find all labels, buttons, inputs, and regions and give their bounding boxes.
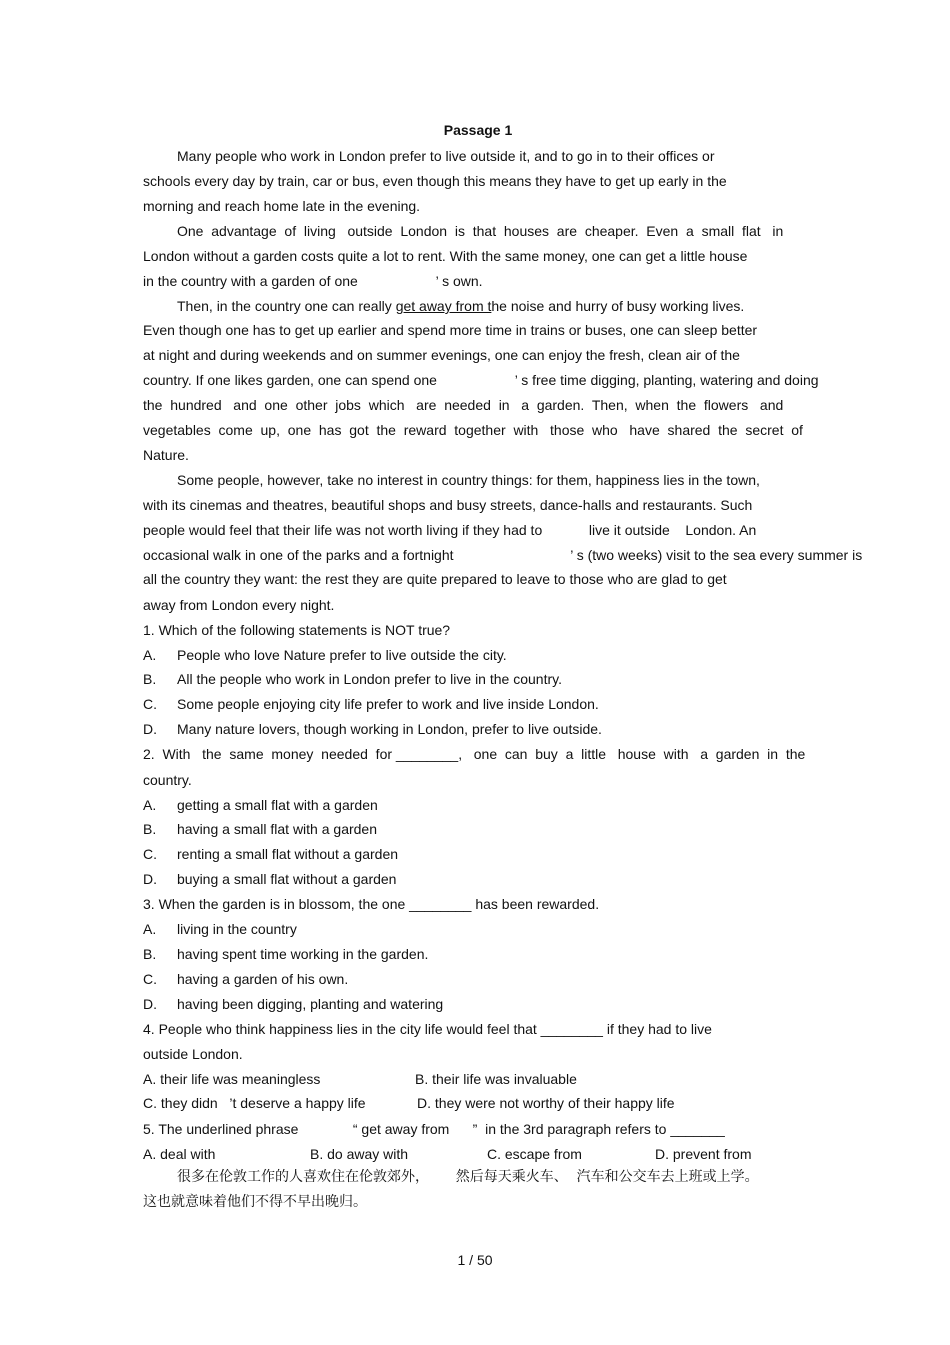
p3-text-post: he noise and hurry of busy working lives. bbox=[491, 298, 745, 314]
q4-stem-cont: outside London. bbox=[143, 1046, 243, 1062]
q3-option-d-letter: D. bbox=[143, 996, 157, 1012]
p2-line-3: in the country with a garden of one ’ s own. bbox=[143, 273, 483, 289]
translation-line-2: 这也就意味着他们不得不早出晚归。 bbox=[143, 1194, 367, 1210]
translation-line-1: 很多在伦敦工作的人喜欢住在伦敦郊外， 然后每天乘火车、 汽车和公交车去上班或上学。 bbox=[177, 1169, 759, 1185]
p1-line-1: Many people who work in London prefer to live outside it, and to go in to their offices or bbox=[177, 148, 715, 164]
q4-option-c: C. they didn ’t deserve a happy life bbox=[143, 1095, 366, 1111]
p1-line-2: schools every day by train, car or bus, even though this means they have to get up early in the bbox=[143, 173, 727, 189]
q1-option-d-text: Many nature lovers, though working in London, prefer to live outside. bbox=[177, 721, 602, 737]
p3-line-7: Nature. bbox=[143, 447, 189, 463]
q1-option-a-letter: A. bbox=[143, 647, 157, 663]
p3-line-6: vegetables come up, one has got the reward together with those who have shared the secret of bbox=[143, 422, 803, 438]
p4-line-5: all the country they want: the rest they are quite prepared to leave to those who are glad to get bbox=[143, 571, 727, 587]
q2-option-a-text: getting a small flat with a garden bbox=[177, 797, 378, 813]
q3-option-b-text: having spent time working in the garden. bbox=[177, 946, 429, 962]
p4-line-4: occasional walk in one of the parks and a fortnight ’ s (two weeks) visit to the sea every summer is bbox=[143, 547, 863, 563]
q5-option-a: A. deal with bbox=[143, 1146, 216, 1162]
p3-line-5: the hundred and one other jobs which are needed in a garden. Then, when the flowers and bbox=[143, 397, 784, 413]
q2-option-d-text: buying a small flat without a garden bbox=[177, 871, 397, 887]
q5-option-c: C. escape from bbox=[487, 1146, 582, 1162]
q3-option-d-text: having been digging, planting and watering bbox=[177, 996, 444, 1012]
passage-title: Passage 1 bbox=[443, 122, 513, 138]
q5-option-d: D. prevent from bbox=[655, 1146, 752, 1162]
q5-option-b: B. do away with bbox=[310, 1146, 409, 1162]
p2-line-2: London without a garden costs quite a lot to rent. With the same money, one can get a little house bbox=[143, 248, 748, 264]
q4-stem: 4. People who think happiness lies in the city life would feel that ________ if they had to live bbox=[143, 1021, 712, 1037]
q2-stem-cont: country. bbox=[143, 772, 192, 788]
q1-option-b-letter: B. bbox=[143, 671, 157, 687]
q4-option-b: B. their life was invaluable bbox=[415, 1071, 577, 1087]
p3-line-3: at night and during weekends and on summer evenings, one can enjoy the fresh, clean air of the bbox=[143, 347, 740, 363]
q1-option-c-letter: C. bbox=[143, 696, 157, 712]
q2-option-b-letter: B. bbox=[143, 821, 157, 837]
q3-stem: 3. When the garden is in blossom, the one ________ has been rewarded. bbox=[143, 896, 600, 912]
q1-option-c-text: Some people enjoying city life prefer to work and live inside London. bbox=[177, 696, 599, 712]
underlined-phrase: get away from t bbox=[395, 298, 492, 314]
p4-line-3: people would feel that their life was not worth living if they had to live it outside London. An bbox=[143, 522, 757, 538]
q1-stem: 1. Which of the following statements is NOT true? bbox=[143, 622, 451, 638]
p3-line-1 bbox=[177, 297, 744, 315]
q2-stem: 2. With the same money needed for ________, one can buy a little house with a garden in the bbox=[143, 746, 806, 762]
q3-option-c-letter: C. bbox=[143, 971, 157, 987]
q1-option-b-text: All the people who work in London prefer to live in the country. bbox=[177, 671, 562, 687]
q3-option-a-text: living in the country bbox=[177, 921, 297, 937]
page-number: 1 / 50 bbox=[457, 1252, 493, 1268]
q4-option-d: D. they were not worthy of their happy life bbox=[417, 1095, 675, 1111]
q2-option-b-text: having a small flat with a garden bbox=[177, 821, 377, 837]
q5-stem: 5. The underlined phrase “ get away from ” in the 3rd paragraph refers to _______ bbox=[143, 1121, 725, 1137]
q4-option-a: A. their life was meaningless bbox=[143, 1071, 321, 1087]
q3-option-b-letter: B. bbox=[143, 946, 157, 962]
p4-line-6: away from London every night. bbox=[143, 597, 335, 613]
q1-option-a-text: People who love Nature prefer to live outside the city. bbox=[177, 647, 507, 663]
p4-line-2: with its cinemas and theatres, beautiful shops and busy streets, dance-halls and restaurants. Such bbox=[143, 497, 753, 513]
q1-option-d-letter: D. bbox=[143, 721, 157, 737]
p3-text-pre: Then, in the country one can really bbox=[177, 298, 396, 314]
q3-option-c-text: having a garden of his own. bbox=[177, 971, 349, 987]
q2-option-a-letter: A. bbox=[143, 797, 157, 813]
q3-option-a-letter: A. bbox=[143, 921, 157, 937]
p1-line-3: morning and reach home late in the evening. bbox=[143, 198, 421, 214]
p4-line-1: Some people, however, take no interest in country things: for them, happiness lies in the town, bbox=[177, 472, 760, 488]
p3-line-4: country. If one likes garden, one can spend one ’ s free time digging, planting, watering and doing bbox=[143, 372, 819, 388]
q2-option-c-text: renting a small flat without a garden bbox=[177, 846, 399, 862]
p2-line-1: One advantage of living outside London is that houses are cheaper. Even a small flat in bbox=[177, 223, 784, 239]
q2-option-c-letter: C. bbox=[143, 846, 157, 862]
p3-line-2: Even though one has to get up earlier and spend more time in trains or buses, one can sleep better bbox=[143, 322, 758, 338]
q2-option-d-letter: D. bbox=[143, 871, 157, 887]
